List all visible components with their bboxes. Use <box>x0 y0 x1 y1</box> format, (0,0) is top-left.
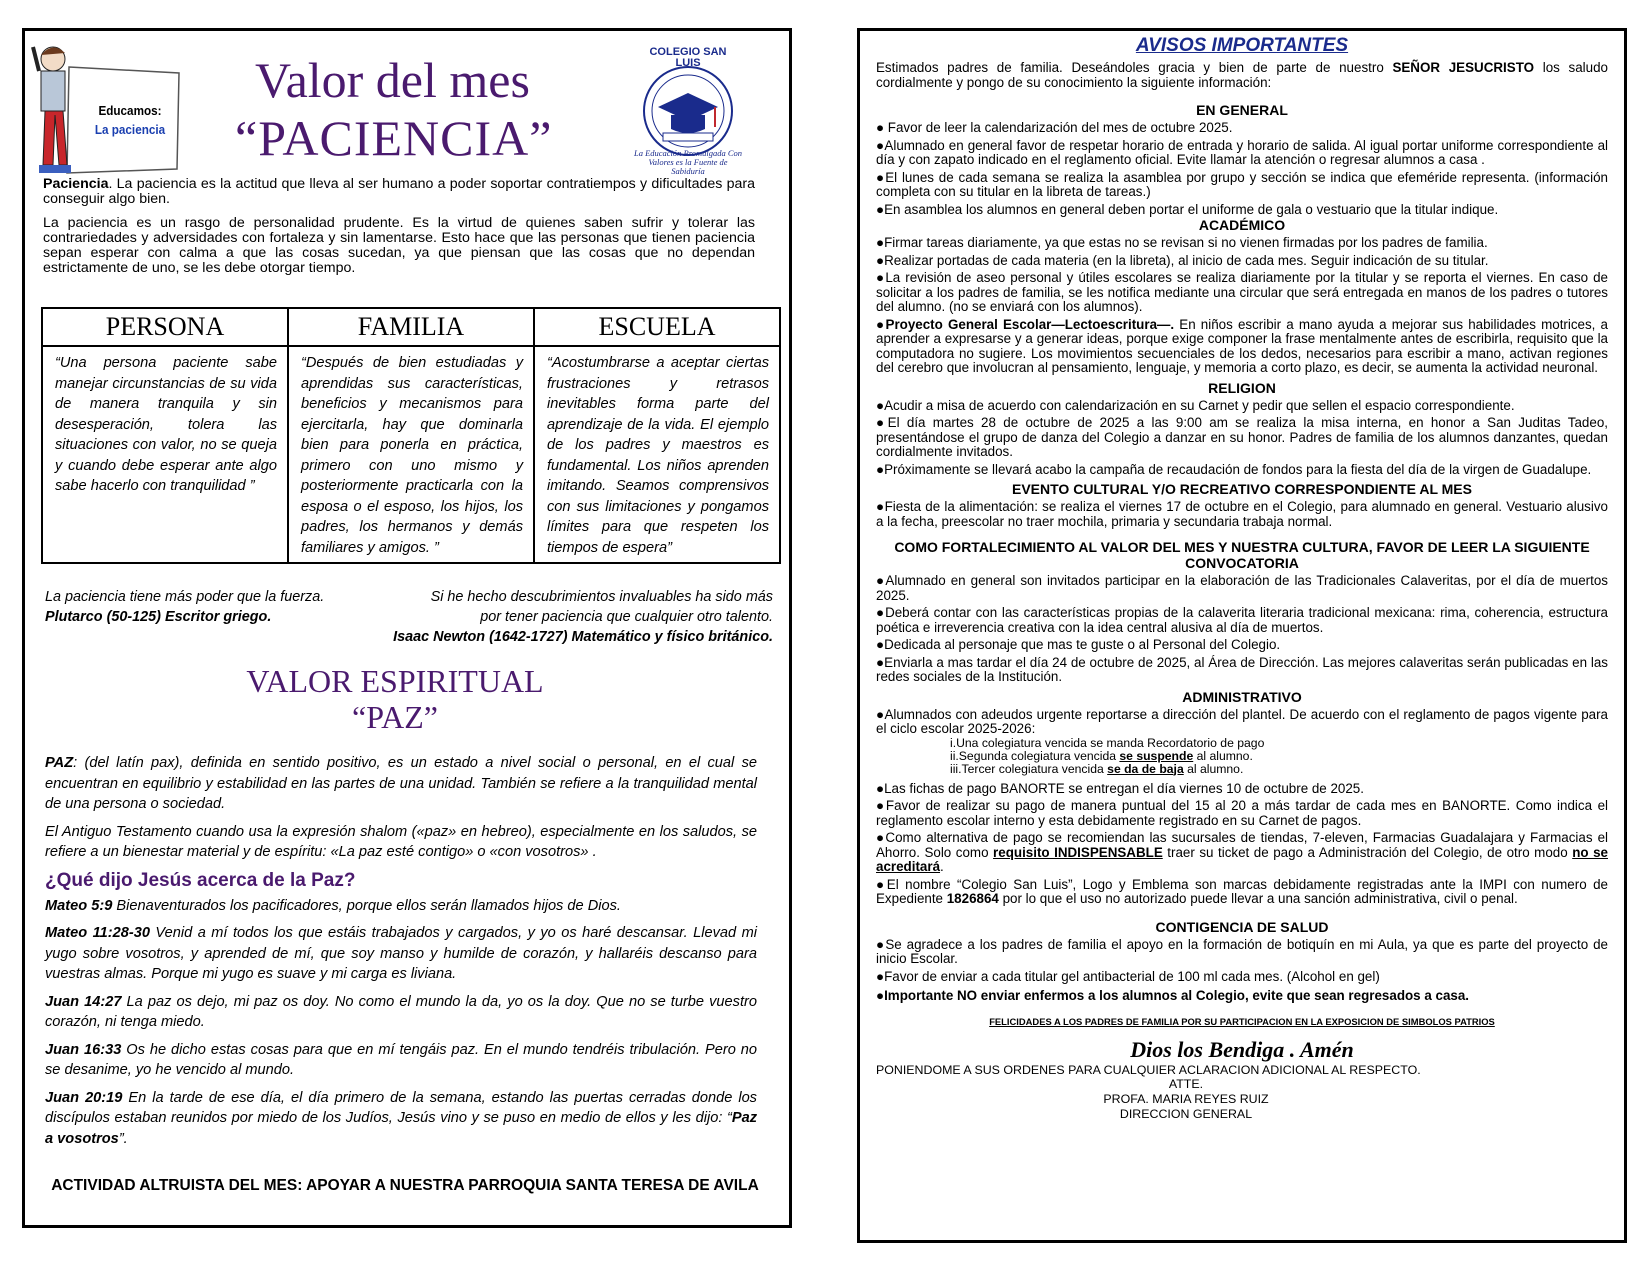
list-item: ●Fiesta de la alimentación: se realiza el viernes 17 de octubre en el Colegio, para alumnado en general. Vestuario alusivo a la fecha, preescolar no traer mochila, primaria y secundaria trabaja normal. <box>876 499 1608 529</box>
verse-juan-20 <box>45 1088 757 1150</box>
quote-newton-author: Isaac Newton (1642-1727) Matemático y físico británico. <box>393 629 773 645</box>
heading-academico: ACADÉMICO <box>1198 217 1286 233</box>
right-panel <box>857 28 1627 1243</box>
greeting-text-end: los saludo cordialmente y pongo de su conocimiento la siguiente información: <box>876 60 1608 90</box>
verse-text: La paz os dejo, mi paz os doy. No como el mundo la da, yo os la doy. Que no se turbe vuestro corazón, ni tenga miedo. <box>45 993 757 1030</box>
table-cell-escuela: “Acostumbrarse a aceptar ciertas frustraciones y retrasos inevitables forma parte del aprendizaje de la vida. El ejemplo de los padres y maestros es fundamental. Los niños aprenden imitando. Seamos comprensivos con sus limitaciones y pongamos límites para que respeten los tiempos de espera” <box>534 346 780 563</box>
atte: ATTE. <box>1168 1076 1204 1091</box>
verse-text: Bienaventurados los pacificadores, porque ellos serán llamados hijos de Dios. <box>112 897 621 914</box>
list-item: ●En asamblea los alumnos en general deben portar el uniforme de gala o vestuario que la titular indique. <box>876 201 1499 217</box>
paz-old-testament: El Antiguo Testamento cuando usa la expresión shalom («paz» en hebreo), especialmente en los saludos, se refiere a un bienestar material y de espíritu: «La paz esté contigo» o «con vosotros» . <box>45 823 757 860</box>
item-emphasis: no se acreditará <box>876 844 1608 874</box>
list-item: ●Próximamente se llevará acabo la campaña de recaudación de fondos para la fiesta del día de la virgen de Guadalupe. <box>876 461 1592 477</box>
item-text: ●Como alternativa de pago se recomiendan las sucursales de tiendas, 7-eleven, Farmacias Guadalajara y Farmacias el Ahorro. Solo como <box>876 830 1608 860</box>
title-paciencia: “PACIENCIA” <box>235 110 553 166</box>
list-item: ●Favor de enviar a cada titular gel antibacterial de 100 ml cada mes. (Alcohol en gel) <box>876 968 1380 984</box>
rule-emphasis: se da de baja <box>1107 761 1184 776</box>
expediente-number: 1826864 <box>946 891 999 906</box>
list-item: ●Dedicada al personaje que mas te guste o al Personal del Colegio. <box>876 637 1281 652</box>
title-valor-del-mes: Valor del mes <box>255 52 530 108</box>
list-item: ●El día martes 28 de octubre de 2025 a las 9:00 am se realiza la misa interna, en honor a San Juditas Tadeo, presentándose el grupo de danza del Colegio a danzar en su honor. Padres de familia de los alumnos danzantes, quedan cordialmente invitados. <box>876 415 1608 459</box>
spiritual-line2: “PAZ” <box>352 699 438 735</box>
heading-general: EN GENERAL <box>1196 102 1288 118</box>
list-item: ●Las fichas de pago BANORTE se entregan el día viernes 10 de octubre de 2025. <box>876 780 1364 796</box>
quote-plutarco-author: Plutarco (50-125) Escritor griego. <box>45 609 272 625</box>
verse-juan-16 <box>45 1040 757 1081</box>
spiritual-value-title <box>25 663 765 735</box>
item-text-end: . <box>940 859 944 874</box>
table-cell-familia: “Después de bien estudiadas y aprendidas sus características, beneficios y mecanismos para ejercitarla, hay que dominarla bien para ponerla en práctica, primero con uno mismo y posteriormente practicarla con la esposa o el esposo, los hijos, los padres, los hermanos y demás familiares y amigos. ” <box>288 346 534 563</box>
verse-ref: Juan 16:33 <box>45 1041 122 1058</box>
table-header-escuela: ESCUELA <box>534 308 780 346</box>
paciencia-para2: La paciencia es un rasgo de personalidad prudente. Es la virtud de quienes saben sufrir y tolerar las contrariedades y adversidades con fortaleza y sin lamentarse. Esto hace que las personas que tienen paciencia sepan esperar con calma a que las cosas sucedan, ya que piensan que las cosas que no dependan estrictamente de uno, se les debe otorgar tiempo. <box>43 215 755 276</box>
heading-religion: RELIGION <box>1208 379 1276 396</box>
list-item: ●Realizar portadas de cada materia (en la libreta), al inicio de cada mes. Seguir indicación de su titular. <box>876 252 1489 268</box>
payment-rule-3 <box>950 763 1608 776</box>
proyecto-text: En niños escribir a mano ayuda a mejorar sus habilidades motrices, a aprender a expresarse y a generar ideas, porque exige componer la frase mentalmente antes de escribirla, requisito que la computadora no sugiere. Los movimientos secuenciales de los dedos, necesarios para escribir a mano, activan regiones del cerebro que involucran al pensamiento, lenguaje, y memoria a corto plazo, es decir, se aumenta la actividad neuronal. <box>876 316 1608 375</box>
greeting-text: Estimados padres de familia. Deseándoles gracia y bien de parte de nuestro <box>876 60 1393 75</box>
verse-ref: Mateo 11:28-30 <box>45 925 150 941</box>
mascot-line1: Educamos: <box>98 103 162 118</box>
list-item: ●Se agradece a los padres de familia el apoyo en la formación de botiquín en mi Aula, ya que es parte del proyecto de inicio Escolar. <box>876 936 1608 966</box>
list-item: ●Acudir a misa de acuerdo con calendarización en su Carnet y pedir que sellen el espacio correspondiente. <box>876 397 1515 413</box>
table-header-persona: PERSONA <box>42 308 288 346</box>
signer-dept: DIRECCION GENERAL <box>1119 1106 1253 1121</box>
logo-name: COLEGIO SAN LUIS <box>649 46 727 69</box>
list-item: ●Alumnados con adeudos urgente reportarse a dirección del plantel. De acuerdo con el reglamento de pagos vigente para el ciclo escolar 2025-2026: <box>876 706 1608 736</box>
list-item: ●Alumnado en general son invitados participar en la elaboración de las Tradicionales Calaveritas, por el día de muertos 2025. <box>876 573 1608 603</box>
payment-rule-1: i.Una colegiatura vencida se manda Recordatorio de pago <box>950 735 1265 750</box>
list-item: ●Importante NO enviar enfermos a los alumnos al Colegio, evite que sean regresados a casa. <box>876 988 1470 1003</box>
mascot-illustration <box>31 37 183 179</box>
table-cell-persona: “Una persona paciente sabe manejar circunstancias de su vida de manera tranquila y sin desesperación, tolera las situaciones con valor, no se queja y cuando debe esperar ante algo sabe hacerlo con tranquilidad ” <box>42 346 288 563</box>
paciencia-definition <box>43 177 755 276</box>
school-logo <box>623 45 753 175</box>
value-table <box>41 307 781 564</box>
avisos-body <box>876 61 1608 1122</box>
verse-juan-14 <box>45 992 757 1033</box>
quote-newton <box>393 587 773 647</box>
closing-text: PONIENDOME A SUS ORDENES PARA CUALQUIER ACLARACION ADICIONAL AL RESPECTO. <box>876 1062 1421 1077</box>
verse-ref: Mateo 5:9 <box>45 897 113 914</box>
logo-motto: La Educación Promulgada Con Valores es la Fuente de Sabiduría <box>633 148 743 176</box>
rule-text: iii.Tercer colegiatura vencida <box>950 761 1108 776</box>
avisos-title: AVISOS IMPORTANTES <box>1135 35 1349 56</box>
verse-ref: Juan 20:19 <box>45 1089 123 1106</box>
jesus-heading: ¿Qué dijo Jesús acerca de la Paz? <box>45 869 356 891</box>
list-item <box>876 831 1608 875</box>
list-item: ●Favor de realizar su pago de manera puntual del 15 al 20 a más tardar de cada mes en BANORTE. Como indica el reglamento escolar interno y esta debidamente registrado en su Carnet de pagos. <box>876 798 1608 828</box>
verse-end: ”. <box>118 1130 128 1147</box>
verse-mateo-5-9 <box>45 896 757 917</box>
rule-text-end: al alumno. <box>1193 748 1253 763</box>
quote-plutarco <box>45 587 324 627</box>
rule-text-end: al alumno. <box>1183 761 1244 776</box>
paciencia-term: Paciencia <box>43 176 109 192</box>
item-text: traer su ticket de pago a Administración del Colegio, de otro modo <box>1162 844 1573 860</box>
rule-emphasis: se suspende <box>1119 748 1194 763</box>
list-item: ●El lunes de cada semana se realiza la asamblea por grupo y sección se indica que efeméride representa. (información completa con su titular en la libreta de tareas.) <box>876 169 1608 199</box>
paz-section <box>45 753 757 1156</box>
heading-salud: CONTIGENCIA DE SALUD <box>1155 918 1329 935</box>
list-item: ●Enviarla a mas tardar el día 24 de octubre de 2025, al Área de Dirección. Las mejores calaveritas serán publicadas en las redes sociales de la Institución. <box>876 654 1608 684</box>
verse-text: Os he dicho estas cosas para que en mí tengáis paz. En el mundo tendréis tribulación. Pero no se desanime, yo he vencido al mundo. <box>45 1041 757 1078</box>
proyecto-title: ●Proyecto General Escolar—Lectoescritura—. <box>876 316 1175 332</box>
list-item: ●Alumnado en general favor de respetar horario de entrada y horario de salida. Al igual portar uniforme correspondiente al día y con zapato indicado en el reglamento oficial. Evite llamar la atención o regresar alumnos a casa . <box>876 137 1608 167</box>
quote-newton-line2: por tener paciencia que cualquier otro talento. <box>480 609 773 625</box>
item-text: ●El nombre “Colegio San Luis”, Logo y Emblema son marcas debidamente registradas ante la IMPI con numero de Expediente <box>876 876 1608 906</box>
paciencia-text: . La paciencia es la actitud que lleva al ser humano a poder soportar contratiempos y dificultades para conseguir algo bien. <box>43 176 755 207</box>
verse-emphasis: Paz a vosotros <box>45 1110 757 1147</box>
heading-fortalecimiento: COMO FORTALECIMIENTO AL VALOR DEL MES Y NUESTRA CULTURA, FAVOR DE LEER LA SIGUIENTE CONVOCATORIA <box>894 539 1590 571</box>
felicidades-note: FELICIDADES A LOS PADRES DE FAMILIA POR SU PARTICIPACION EN LA EXPOSICION DE SIMBOLOS PATRIOS <box>989 1015 1495 1027</box>
paz-term: PAZ <box>45 755 74 771</box>
heading-administrativo: ADMINISTRATIVO <box>1182 688 1302 705</box>
quote-plutarco-text: La paciencia tiene más poder que la fuerza. <box>45 589 325 605</box>
left-panel <box>22 28 792 1228</box>
table-header-familia: FAMILIA <box>288 308 534 346</box>
signature-block <box>876 1077 1608 1122</box>
list-item <box>876 878 1608 907</box>
item-text-end: por lo que el uso no autorizado puede llevar a una sanción administrativa, civil o penal. <box>998 891 1518 906</box>
list-item: ● Favor de leer la calendarización del mes de octubre 2025. <box>876 120 1233 135</box>
paz-definition: : (del latín pax), definida en sentido positivo, es un estado a nivel social o personal, en el cual se encuentran en equilibrio y estabilidad en las partes de una unidad. También se refiere a la tranquilidad mental de una persona o sociedad. <box>45 755 757 812</box>
verse-text: Venid a mí todos los que estáis trabajados y cargados, y yo os haré descansar. Llevad mi yugo sobre vosotros, y aprended de mí, que soy manso y humilde de corazón, y hallaréis descanso para vuestras almas. Porque mi yugo es suave y mi carga es liviana. <box>45 925 757 982</box>
rule-text: ii.Segunda colegiatura vencida <box>950 748 1120 763</box>
list-item: ●La revisión de aseo personal y útiles escolares se realiza diariamente por la titular y se reporta el viernes. En caso de solicitar a los padres de familia, se les notifica mediante una circular que será entregada en manos de los padres o tutores del alumno. (no se enviará con los alumnos). <box>876 270 1608 314</box>
mascot-line2: La paciencia <box>94 122 166 137</box>
item-emphasis: requisito INDISPENSABLE <box>993 844 1163 860</box>
list-item: ●Deberá contar con las características propias de la calaverita literaria tradicional mexicana: rima, coherencia, estructura poética e irreverencia creativa con la idea central alusiva al día de muertos. <box>876 605 1608 635</box>
spiritual-line1: VALOR ESPIRITUAL <box>246 663 544 699</box>
greeting-bold: SEÑOR JESUCRISTO <box>1392 60 1535 75</box>
signer-name: PROFA. MARIA REYES RUIZ <box>1103 1091 1269 1106</box>
verse-ref: Juan 14:27 <box>45 993 122 1010</box>
list-item: ●Firmar tareas diariamente, ya que estas no se revisan si no vienen firmadas por los padres de familia. <box>876 235 1488 250</box>
altruistic-activity: ACTIVIDAD ALTRUISTA DEL MES: APOYAR A NUESTRA PARROQUIA SANTA TERESA DE AVILA <box>51 1177 759 1194</box>
quote-newton-line1: Si he hecho descubrimientos invaluables ha sido más <box>430 589 773 605</box>
heading-evento: EVENTO CULTURAL Y/O RECREATIVO CORRESPONDIENTE AL MES <box>1012 481 1472 497</box>
blessing: Dios los Bendiga . Amén <box>1130 1036 1354 1062</box>
proyecto-item <box>876 318 1608 376</box>
verse-text: En la tarde de ese día, el día primero de la semana, estando las puertas cerradas donde los discípulos estaban reunidos por miedo de los Judíos, Jesús vino y se puso en medio de ellos y les dijo: “ <box>45 1089 757 1126</box>
verse-mateo-11 <box>45 923 757 985</box>
